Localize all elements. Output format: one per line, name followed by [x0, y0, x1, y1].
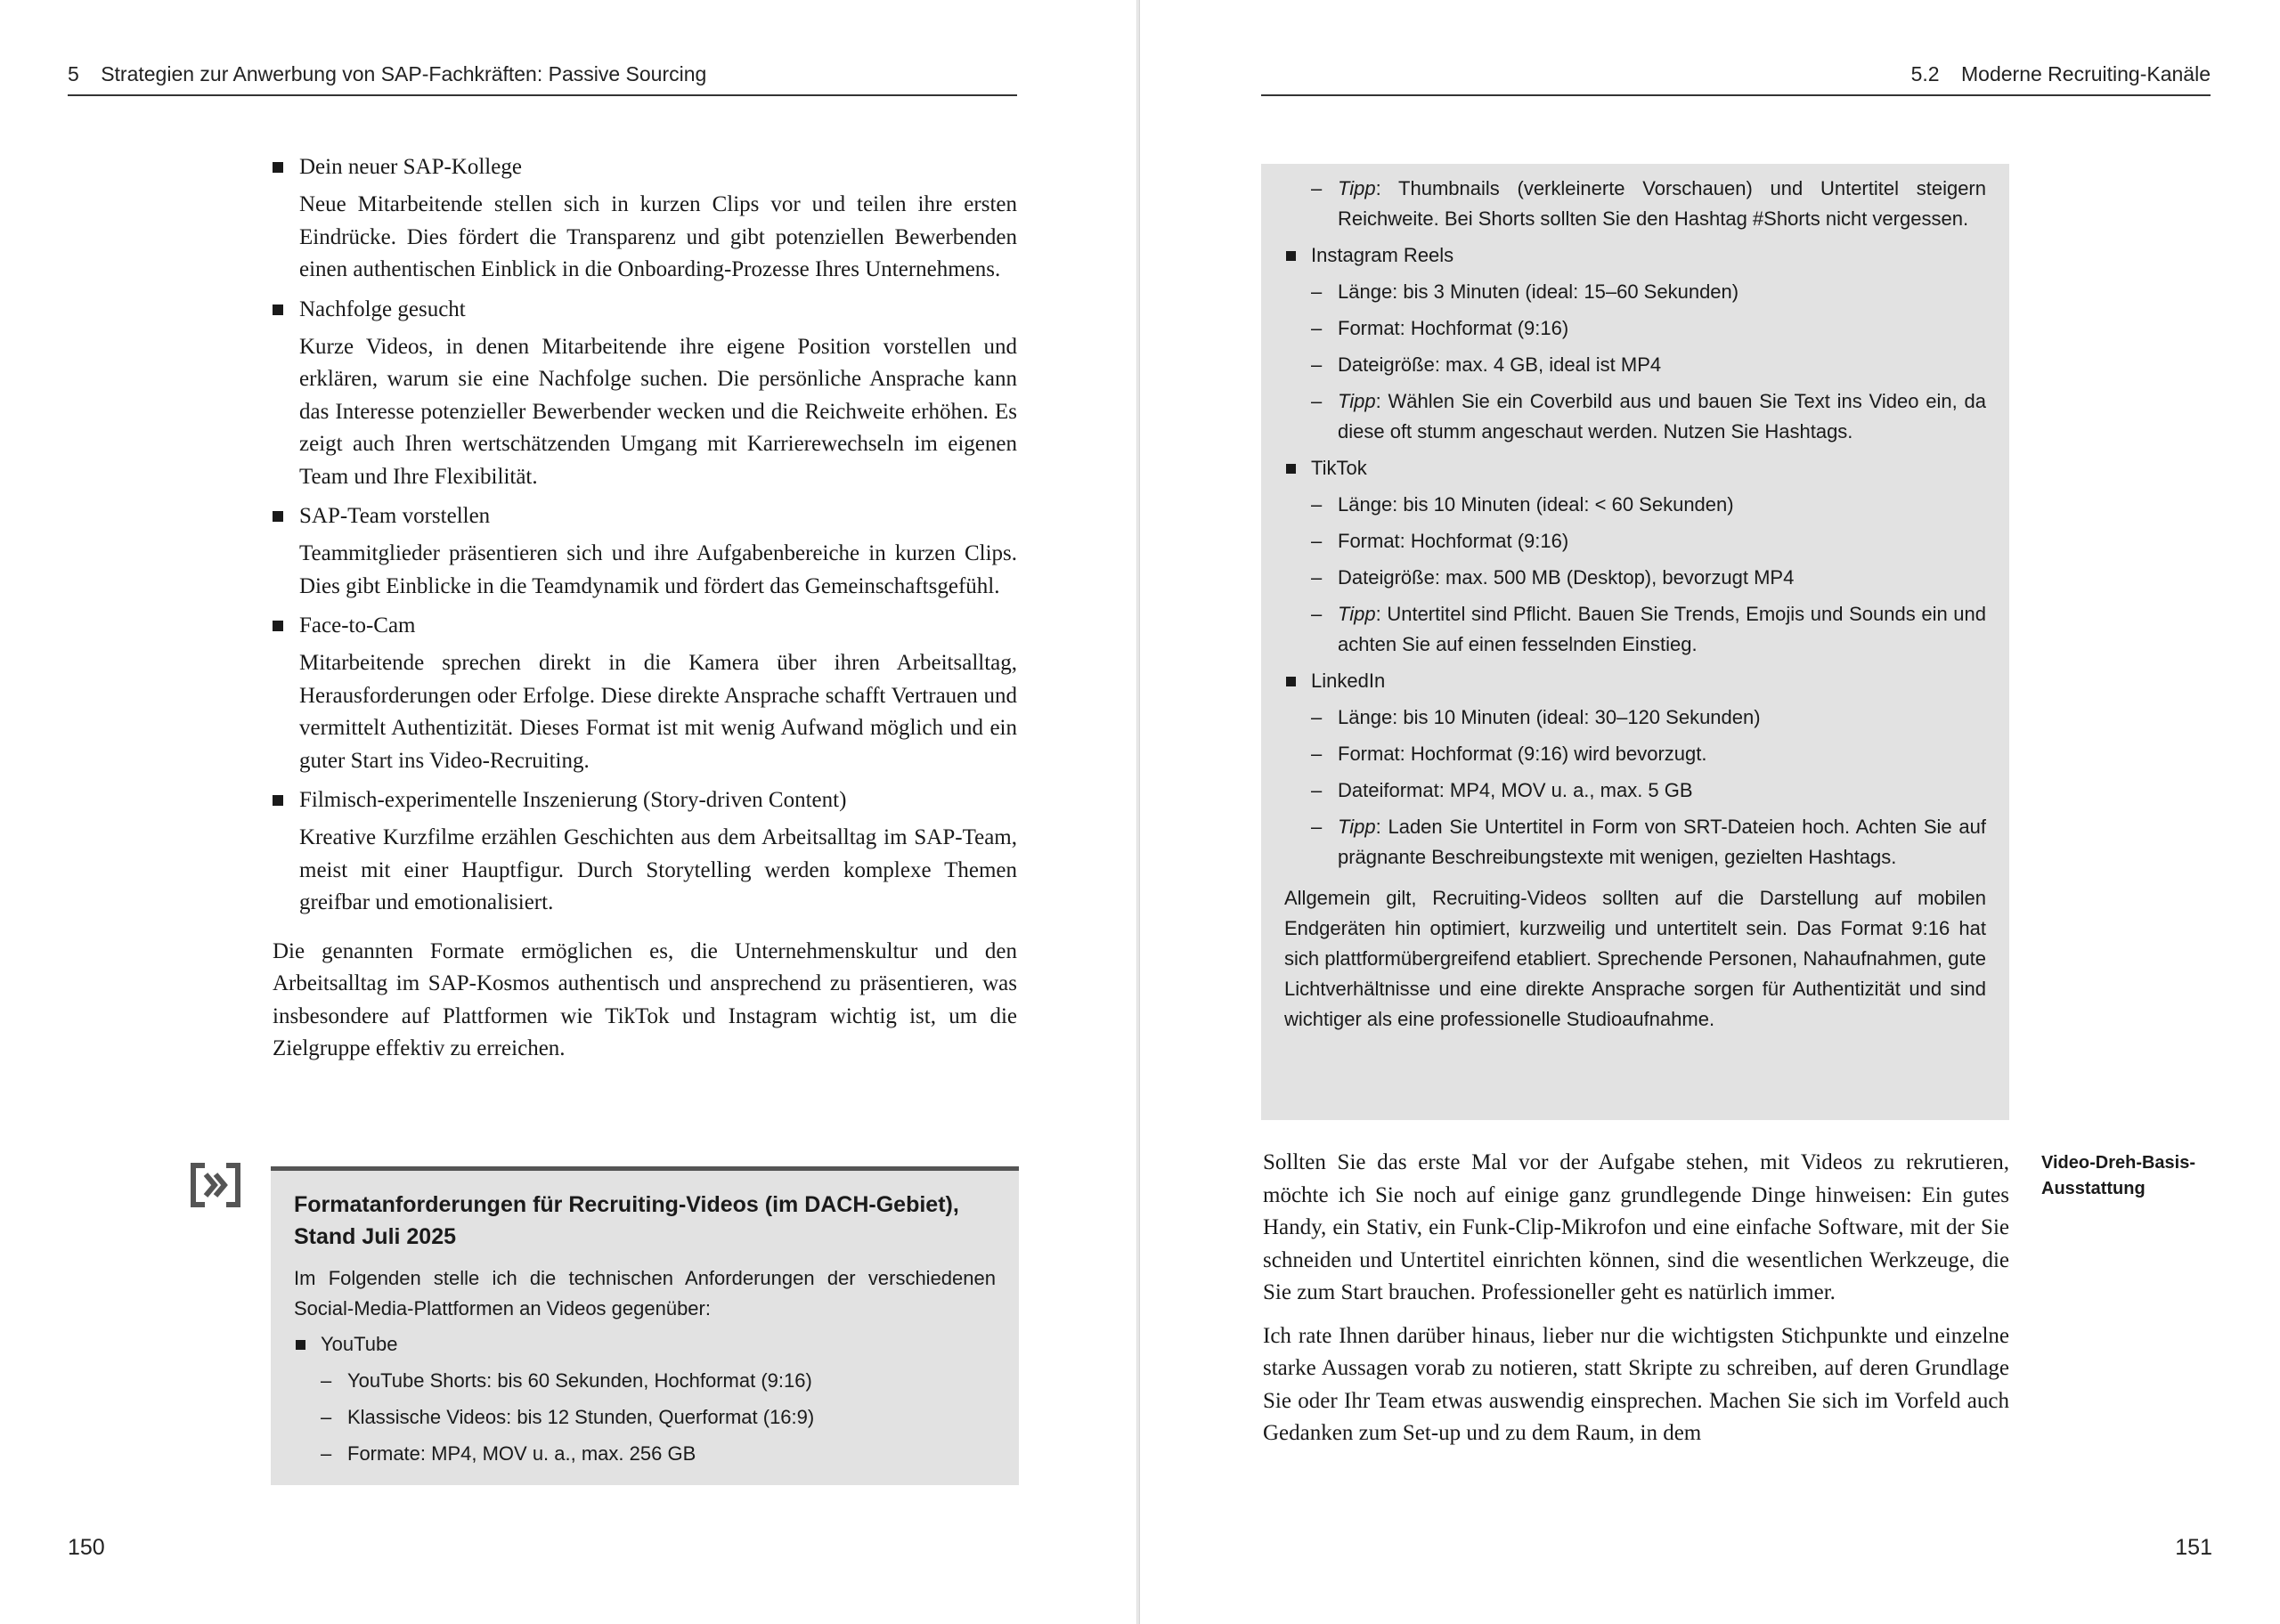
- list-item: [273, 500, 1017, 603]
- left-page: [0, 0, 1138, 1624]
- platform-name: LinkedIn: [1311, 670, 1386, 692]
- platform-item: [294, 1329, 996, 1360]
- sub-list-item: [1284, 739, 1986, 769]
- sub-list-item: [1284, 490, 1986, 520]
- platform-name: YouTube: [321, 1333, 398, 1355]
- margin-note: Video-Dreh-Basis-Ausstattung: [2041, 1153, 2196, 1198]
- sub-list-item: [1284, 277, 1986, 307]
- list-item: [273, 151, 1017, 287]
- sub-list-item: [1284, 702, 1986, 733]
- sub-list-item: [1284, 812, 1986, 873]
- sub-list-item: [1284, 599, 1986, 660]
- dash-icon: –: [1311, 177, 1323, 199]
- dash-icon: –: [321, 1406, 332, 1428]
- dash-icon: –: [321, 1369, 332, 1392]
- dash-icon: –: [1311, 390, 1323, 412]
- info-box-intro: Im Folgenden stelle ich die technischen Anforderungen der verschiedenen Social-Media-Plattformen an Videos gegenüber:: [294, 1267, 996, 1320]
- list-item-body: Neue Mitarbeitende stellen sich in kurzen Clips vor und teilen ihre ersten Eindrücke. Dies fördert die Transparenz und gibt potenziellen Bewerbenden einen authentischen Einblick in die Onboarding-Prozesse Ihres Unternehmens.: [299, 192, 1017, 281]
- info-box: [271, 1166, 1019, 1485]
- chapter-title: Strategien zur Anwerbung von SAP-Fachkräften: Passive Sourcing: [101, 62, 707, 85]
- list-item-body: Kreative Kurzfilme erzählen Geschichten aus dem Arbeitsalltag im SAP-Team, meist mit einer Hauptfigur. Durch Storytelling werden komplexe Themen greifbar und emotionalisiert.: [299, 825, 1017, 914]
- body-paragraph: Ich rate Ihnen darüber hinaus, lieber nur die wichtigsten Stichpunkte und einzelne starke Aussagen vorab zu notieren, statt Skripte zu schreiben, auf deren Grundlage Sie oder Ihr Team etwas auswendig einsprechen. Machen Sie sich im Vorfeld auch Gedanken zum Set-up und zu dem Raum, in dem: [1263, 1323, 2009, 1445]
- running-header-left: [68, 59, 1017, 96]
- sub-list-item: [1284, 563, 1986, 593]
- info-box-title: Formatanforderungen für Recruiting-Videos (im DACH-Gebiet), Stand Juli 2025: [294, 1192, 959, 1249]
- bullet-square-icon: [1286, 464, 1296, 474]
- sub-list-text: YouTube Shorts: bis 60 Sekunden, Hochformat (9:16): [347, 1369, 812, 1392]
- sub-list-item: [1284, 526, 1986, 556]
- chapter-number: 5: [68, 62, 79, 85]
- bullet-square-icon: [273, 795, 283, 806]
- tip-text: : Untertitel sind Pflicht. Bauen Sie Trends, Emojis und Sounds ein und achten Sie auf einen fesselnden Einstieg.: [1338, 603, 1986, 655]
- list-item: [273, 784, 1017, 920]
- platform-item: [1284, 666, 1986, 696]
- sub-list-item: [294, 1402, 996, 1433]
- section-number: 5.2: [1910, 62, 1940, 85]
- dash-icon: –: [1311, 706, 1323, 728]
- platform-name: Instagram Reels: [1311, 244, 1454, 266]
- section-title: Moderne Recruiting-Kanäle: [1961, 62, 2211, 85]
- list-item-body: Mitarbeitende sprechen direkt in die Kamera über ihren Arbeitsalltag, Herausforderungen oder Erfolge. Diese direkte Ansprache schafft Vertrauen und vermittelt Authentizität. Dieses Format ist mit wenig Aufwand möglich und ein guter Start ins Video-Recruiting.: [299, 651, 1017, 773]
- bullet-square-icon: [1286, 677, 1296, 686]
- sub-list-text: Dateiformat: MP4, MOV u. a., max. 5 GB: [1338, 779, 1693, 801]
- bullet-square-icon: [296, 1340, 305, 1350]
- book-gutter: [1136, 0, 1140, 1624]
- sub-list-text: Format: Hochformat (9:16) wird bevorzugt.: [1338, 743, 1707, 765]
- page-number: 150: [68, 1535, 105, 1560]
- dash-icon: –: [1311, 816, 1323, 838]
- dash-icon: –: [1311, 280, 1323, 303]
- dash-icon: –: [1311, 566, 1323, 589]
- list-item-title: SAP-Team vorstellen: [299, 504, 491, 528]
- list-item-title: Nachfolge gesucht: [299, 296, 466, 321]
- bullet-square-icon: [273, 621, 283, 631]
- dash-icon: –: [1311, 530, 1323, 552]
- list-item-title: Filmisch-experimentelle Inszenierung (Story-driven Content): [299, 788, 847, 812]
- sub-list-text: Dateigröße: max. 500 MB (Desktop), bevorzugt MP4: [1338, 566, 1795, 589]
- tip-label: Tipp: [1338, 177, 1376, 199]
- platform-item: [1284, 240, 1986, 271]
- list-item-body: Teammitglieder präsentieren sich und ihre Aufgabenbereiche in kurzen Clips. Dies gibt Einblicke in die Teamdynamik und fördert das Gemeinschaftsgefühl.: [299, 541, 1017, 598]
- body-paragraph: Die genannten Formate ermöglichen es, die Unternehmenskultur und den Arbeitsalltag im SAP-Kosmos authentisch und ansprechend zu präsentieren, was insbesondere auf Plattformen wie TikTok und Instagram wichtig ist, um die Zielgruppe effektiv zu erreichen.: [273, 938, 1017, 1060]
- tip-text: : Wählen Sie ein Coverbild aus und bauen Sie Text ins Video ein, da diese oft stumm angeschaut werden. Nutzen Sie Hashtags.: [1338, 390, 1986, 443]
- sub-list-item: [1284, 174, 1986, 234]
- sub-list-item: [1284, 350, 1986, 380]
- sub-list-text: Klassische Videos: bis 12 Stunden, Querformat (16:9): [347, 1406, 815, 1428]
- sub-list-item: [1284, 386, 1986, 447]
- sub-list-text: Dateigröße: max. 4 GB, ideal ist MP4: [1338, 353, 1662, 376]
- page-number: 151: [2175, 1535, 2212, 1560]
- dash-icon: –: [1311, 493, 1323, 516]
- right-body: [1263, 1147, 2009, 1450]
- sub-list-item: [1284, 313, 1986, 344]
- info-box-continued: [1261, 164, 2009, 1120]
- list-item: [273, 294, 1017, 494]
- bullet-square-icon: [273, 304, 283, 315]
- sub-list-text: Format: Hochformat (9:16): [1338, 530, 1569, 552]
- dash-icon: –: [1311, 317, 1323, 339]
- list-item-title: Face-to-Cam: [299, 613, 416, 637]
- sub-list-text: Formate: MP4, MOV u. a., max. 256 GB: [347, 1442, 696, 1465]
- tip-text: : Laden Sie Untertitel in Form von SRT-Dateien hoch. Achten Sie auf prägnante Beschreibungstexte mit wenigen, gezielten Hashtags.: [1338, 816, 1986, 868]
- tip-label: Tipp: [1338, 816, 1376, 838]
- tip-label: Tipp: [1338, 390, 1376, 412]
- sub-list-item: [294, 1439, 996, 1469]
- tip-text: : Thumbnails (verkleinerte Vorschauen) und Untertitel steigern Reichweite. Bei Shorts sollten Sie den Hashtag #Shorts nicht vergessen.: [1338, 177, 1986, 230]
- sub-list-text: Format: Hochformat (9:16): [1338, 317, 1569, 339]
- platform-name: TikTok: [1311, 457, 1367, 479]
- dash-icon: –: [1311, 353, 1323, 376]
- platform-item: [1284, 453, 1986, 483]
- list-item-title: Dein neuer SAP-Kollege: [299, 155, 522, 179]
- dash-icon: –: [1311, 779, 1323, 801]
- sub-list-text: Länge: bis 10 Minuten (ideal: < 60 Sekunden): [1338, 493, 1734, 516]
- list-item-body: Kurze Videos, in denen Mitarbeitende ihre eigene Position vorstellen und erklären, warum sie eine Nachfolge suchen. Die persönliche Ansprache kann das Interesse potenzieller Bewerbender wecken und die Reichweite erhöhen. Es zeigt auch Ihren wertschätzenden Umgang mit Karrierewechseln im eigenen Team und Ihre Flexibilität.: [299, 334, 1017, 489]
- bullet-square-icon: [273, 511, 283, 522]
- dash-icon: –: [1311, 743, 1323, 765]
- sub-list-item: [294, 1366, 996, 1396]
- bullet-square-icon: [1286, 251, 1296, 261]
- info-box-icon: [191, 1163, 240, 1207]
- sub-list-text: Länge: bis 10 Minuten (ideal: 30–120 Sekunden): [1338, 706, 1761, 728]
- body-paragraph: Sollten Sie das erste Mal vor der Aufgabe stehen, mit Videos zu rekrutieren, möchte ich Sie noch auf einige ganz grundlegende Dinge hinweisen: Ein gutes Handy, ein Stativ, ein Funk-Clip-Mikrofon und eine einfache Software, mit der Sie schneiden und Untertitel einrichten können, sind die wesentlichen Werkzeuge, die Sie zum Start brauchen. Professioneller geht es natürlich immer.: [1263, 1150, 2009, 1304]
- sub-list-item: [1284, 775, 1986, 806]
- bullet-square-icon: [273, 162, 283, 173]
- list-item: [273, 610, 1017, 777]
- tip-label: Tipp: [1338, 603, 1376, 625]
- dash-icon: –: [321, 1442, 332, 1465]
- left-body: [273, 151, 1017, 1066]
- running-header-right: [1261, 59, 2211, 96]
- info-box-summary: Allgemein gilt, Recruiting-Videos sollten auf die Darstellung auf mobilen Endgeräten hin optimiert, kurzweilig und untertitelt sein. Das Format 9:16 hat sich plattformübergreifend etabliert. Sprechende Personen, Nahaufnahmen, gute Lichtverhältnisse und eine direkte Ansprache sorgen für Authentizität und sind wichtiger als eine professionelle Studioaufnahme.: [1284, 887, 1986, 1030]
- sub-list-text: Länge: bis 3 Minuten (ideal: 15–60 Sekunden): [1338, 280, 1739, 303]
- dash-icon: –: [1311, 603, 1323, 625]
